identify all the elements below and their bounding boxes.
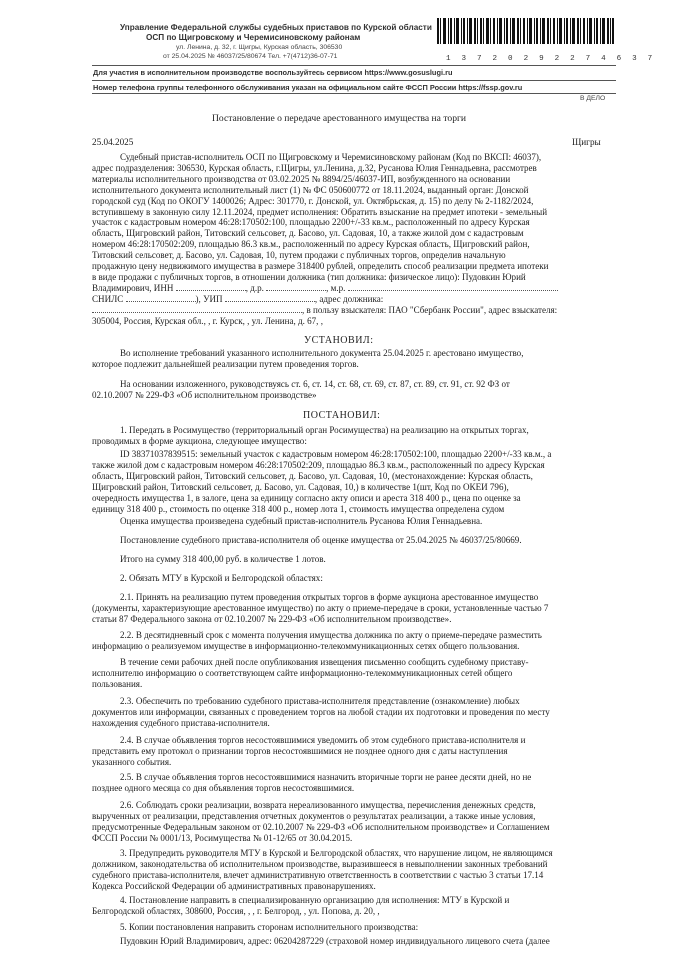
basis-line: 02.10.2007 № 229-ФЗ «Об исполнительном производстве» xyxy=(92,389,317,400)
notice-divider-bottom xyxy=(92,93,616,94)
clause-line: документов или информации, связанных с проведением торгов на любой стадии их подготовки и проведения по месту xyxy=(92,706,550,717)
birth-place-label: , м.р. xyxy=(326,282,346,293)
basis-line: На основании изложенного, руководствуясь ст. 6, ст. 14, ст. 68, ст. 69, ст. 87, ст. 89, ст. 91, ст. 92 ФЗ от xyxy=(120,379,510,389)
notice-divider-top xyxy=(92,80,616,81)
property-description xyxy=(92,449,600,514)
intro-line-inn xyxy=(92,283,600,294)
clause-line: 3. Предупредить руководителя МТУ в Курской и Белгородской областях, что нарушение лицом, не являющимся xyxy=(120,848,553,858)
clause-line: 2.3. Обеспечить по требованию судебного пристава-исполнителя представление (ознакомление) любых xyxy=(120,696,520,706)
basis-paragraph xyxy=(92,379,600,401)
creditor-address: 305004, Россия, Курская обл., , г. Курск, , ул. Ленина, д. 67, , xyxy=(92,315,323,326)
clause-line: информацию о реализуемом имуществе в информационно-телекоммуникационных сетях общего пользования. xyxy=(92,640,520,651)
property-line: область, Щигровский район, Титовский сельсовет, д. Басово, ул. Садовая, 10, (местонахождение: Курская область, xyxy=(92,470,533,481)
established-heading: УСТАНОВИЛ: xyxy=(304,335,374,346)
intro-line: адрес подразделения: 306530, Курская область, г.Щигры, ул.Ленина, д.32, Русанова Юлия Геннадьевна, рассмотрев xyxy=(92,162,537,173)
clause-5 xyxy=(92,922,600,933)
snils-label: СНИЛС xyxy=(92,293,124,304)
clause-4 xyxy=(92,895,600,917)
redacted-debtor-address xyxy=(92,312,302,313)
clause-5-1 xyxy=(92,936,600,947)
document-reference: от 25.04.2025 № 46037/25/80674 Тел. +7(4712)36-07-71 xyxy=(163,53,338,60)
redacted-birth-date xyxy=(266,290,326,291)
clause-line: 2. Обязать МТУ в Курской и Белгородской областях: xyxy=(120,573,323,583)
gosuslugi-notice: Для участия в исполнительном производстве воспользуйтесь сервисом https://www.gosuslugi.ru xyxy=(93,68,453,77)
clause-line: Кодекса Российской Федерации об административных правонарушениях. xyxy=(92,880,376,891)
intro-line: участок с кадастровым номером 46:28:170502:100, площадью 2200+/-33 кв.м., расположенный по адресу Курская xyxy=(92,217,530,228)
intro-line: городской суд (Код по ОКОГУ 1400026; Адрес: 301770, г. Донской, ул. Октябрьская, д. 15) по делу № 2-1182/2024, xyxy=(92,195,534,206)
clause-line: В течение семи рабочих дней после опубликования извещения письменно сообщить судебному приставу- xyxy=(120,657,529,667)
total-line: Итого на сумму 318 400,00 руб. в количестве 1 лотов. xyxy=(120,554,326,564)
case-file-stamp: В ДЕЛО xyxy=(580,95,606,102)
intro-line: номером 46:28:170502:209, площадью 86.3 кв.м., расположенный по адресу Курская область, Щигровский район, xyxy=(92,239,530,250)
barcode-image xyxy=(437,18,614,54)
barcode-digits: 1 3 7 2 0 2 9 2 2 7 4 6 3 7 xyxy=(446,55,656,63)
clause-line: 2.5. В случае объявления торгов несостоявшимися назначить вторичные торги не ранее десяти дней, но не xyxy=(120,772,532,782)
intro-line-creditor xyxy=(92,305,600,316)
clause-line: указанного события. xyxy=(92,756,172,767)
clause-line: статьи 87 Федерального закона от 02.10.2007 № 229-ФЗ «Об исполнительном производстве». xyxy=(92,613,452,624)
clause-line: исполнителю информацию о соответствующем сайте информационно-телекоммуникационных сетей общего xyxy=(92,667,513,678)
debtor-address-label: , адрес должника: xyxy=(314,293,384,304)
uip-label: ), УИП xyxy=(195,293,223,304)
redacted-birth-place xyxy=(348,290,558,291)
resolved-heading: ПОСТАНОВИЛ: xyxy=(303,410,381,421)
clause-3 xyxy=(92,848,600,892)
valuation-order-text xyxy=(92,535,600,546)
intro-line: область, Щигровский район, Титовский сельсовет, д. Басово, ул. Садовая, 10, а также жилой дом с кадастровым xyxy=(92,228,524,239)
clause-line: 5. Копии постановления направить сторонам исполнительного производства: xyxy=(120,922,419,932)
clause-line: представить ему протокол о признании торгов несостоявшимися не позднее одного дня с даты наступления xyxy=(92,745,508,756)
clause-line: 2.4. В случае объявления торгов несостоявшимися уведомить об этом судебного пристава-исполнителя и xyxy=(120,735,526,745)
clause-line: 2.6. Соблюдать сроки реализации, возврата нереализованного имущества, перечисления денежных средств, xyxy=(120,800,536,810)
clause-2-3 xyxy=(92,696,600,729)
intro-line: вступившему в законную силу 12.11.2024, предмет исполнения: Обратить взыскание на предмет ипотеки - земельный xyxy=(92,206,548,217)
clause-line: Белгородской областях, 308600, Россия, , , г. Белгород, , ул. Попова, д. 20, , xyxy=(92,905,380,916)
property-line: также жилой дом с кадастровым номером 46:28:170502:209, площадью 86.3 кв.м., расположенный по адресу Курская xyxy=(92,459,545,470)
org-name-line2: ОСП по Щигровскому и Черемисиновскому районам xyxy=(146,33,361,42)
birth-date-label: , д.р. xyxy=(245,282,264,293)
established-paragraph xyxy=(92,348,600,370)
clause-line: 1. Передать в Росимущество (территориальный орган Росимущества) на реализацию на открытых торгах, xyxy=(120,425,529,435)
clause-2-2 xyxy=(92,630,600,652)
intro-line: исполнительного документа исполнительный лист (1) № ФС 050600772 от 18.11.2024, выданный орган: Донской xyxy=(92,184,529,195)
established-line: Во исполнение требований указанного исполнительного документа 25.04.2025 г. арестовано имущество, xyxy=(120,348,524,358)
intro-paragraph xyxy=(92,152,600,327)
clause-2-6 xyxy=(92,800,600,844)
clause-2-1 xyxy=(92,592,600,625)
redacted-snils xyxy=(126,301,196,302)
org-name-line1: Управление Федеральной службы судебных приставов по Курской области xyxy=(120,23,432,32)
clause-line: позднее одного месяца со дня объявления торгов несостоявшимися. xyxy=(92,782,355,793)
total-text xyxy=(92,554,600,565)
clause-2-4 xyxy=(92,735,600,768)
clause-2 xyxy=(92,573,600,584)
valuation-order-line: Постановление судебного пристава-исполнителя об оценке имущества от 25.04.2025 № 46037/25/80669. xyxy=(120,535,522,545)
clause-2-5 xyxy=(92,772,600,794)
document-title: Постановление о передаче арестованного имущества на торги xyxy=(212,113,467,124)
established-line: которое подлежит дальнейшей реализации путем проведения торгов. xyxy=(92,358,359,369)
clause-line: вырученных от реализации, представления отчетных документов о результатах реализации, а также иные условия, xyxy=(92,810,536,821)
redacted-uip xyxy=(225,301,315,302)
property-line: Щигровский район, Титовский сельсовет, д. Басово, ул. Садовая, 10,) в количестве 1(шт, Код по ОКЕИ 796), xyxy=(92,481,509,492)
clause-line: ФССП России № 0001/13, Росимущества № 01-12/65 от 30.04.2015. xyxy=(92,832,353,843)
intro-line-snils xyxy=(92,294,600,305)
intro-line: в виде продажи с публичных торгов, в отношении должника (тип должника: физическое лицо): Пудовкин Юрий xyxy=(92,271,526,282)
phone-notice: Номер телефона группы телефонного обслуживания указан на официальном сайте ФССП России https://fssp.gov.ru xyxy=(93,83,523,92)
intro-line: Титовский сельсовет, д. Басово, ул. Садовая, 10, путем продажи с публичных торгов, определив начальную xyxy=(92,250,506,261)
clause-line: должником, законодательства об исполнительном производстве, выразившееся в невыполнении законных требований xyxy=(92,858,548,869)
clause-line: Пудовкин Юрий Владимирович, адрес: 06204287229 (страховой номер индивидуального лицевого счета (далее xyxy=(120,936,550,946)
clause-line: судебного пристава-исполнителя, влечет административную ответственность в соответствии с частью 3 статьи 17.14 xyxy=(92,869,544,880)
clause-line: проводимых в форме аукциона, следующее имущество: xyxy=(92,435,307,446)
property-line: очередность имущества 1, в залоге, цена за единицу согласно акту описи и ареста 318 400 р., цена по оценке за xyxy=(92,492,521,503)
clause-line: предусмотренные Федеральным законом от 02.10.2007 № 229-ФЗ «Об исполнительном производстве» и Соглашением xyxy=(92,821,550,832)
clause-line: 2.2. В десятидневный срок с момента получения имущества должника по акту о приеме-передаче разместить xyxy=(120,630,542,640)
intro-line: Судебный пристав-исполнитель ОСП по Щигровскому и Черемисиновскому районам (Код по ВКСП: 46037), xyxy=(120,152,542,162)
clause-line: 4. Постановление направить в специализированную организацию для исполнения: МТУ в Курской и xyxy=(120,895,510,905)
clause-line: пользования. xyxy=(92,678,143,689)
valuation-line: Оценка имущества произведена судебный пристав-исполнитель Русанова Юлия Геннадьевна. xyxy=(120,516,483,526)
debtor-name-inn: Владимирович, ИНН xyxy=(92,282,174,293)
clause-line: 2.1. Принять на реализацию путем проведения открытых торгов в форме аукциона арестованное имущество xyxy=(120,592,539,602)
clause-line: нахождения судебного пристава-исполнителя. xyxy=(92,717,270,728)
clause-line: (документы, характеризующие арестованное имущество) по акту о приеме-передаче в сроки, установленные частью 7 xyxy=(92,602,549,613)
header-divider xyxy=(92,65,616,66)
creditor-label: , в пользу взыскателя: ПАО "Сбербанк России", адрес взыскателя: xyxy=(302,304,558,315)
intro-line: продажную цену недвижимого имущества в размере 318400 рублей, определить способ реализации предмета ипотеки xyxy=(92,261,549,272)
clause-1 xyxy=(92,425,600,447)
property-line: ID 38371037839515: земельный участок с кадастровым номером 46:28:170502:100, площадью 2200+/-33 кв.м., а xyxy=(120,449,552,459)
property-line: единицу 318 400 р., стоимость по оценке 318 400 р., номер лота 1, стоимость имущества определена судом xyxy=(92,503,505,514)
valuation-text xyxy=(92,516,600,527)
intro-line: материалы исполнительного производства от 03.02.2025 № 8894/25/46037-ИП, возбужденного на основании xyxy=(92,173,511,184)
document-date: 25.04.2025 xyxy=(92,137,134,147)
clause-2-2-notice xyxy=(92,657,600,690)
document-place: Щигры xyxy=(572,137,601,147)
org-address: ул. Ленина, д. 32, г. Щигры, Курская область, 306530 xyxy=(176,44,343,51)
redacted-inn xyxy=(176,290,246,291)
